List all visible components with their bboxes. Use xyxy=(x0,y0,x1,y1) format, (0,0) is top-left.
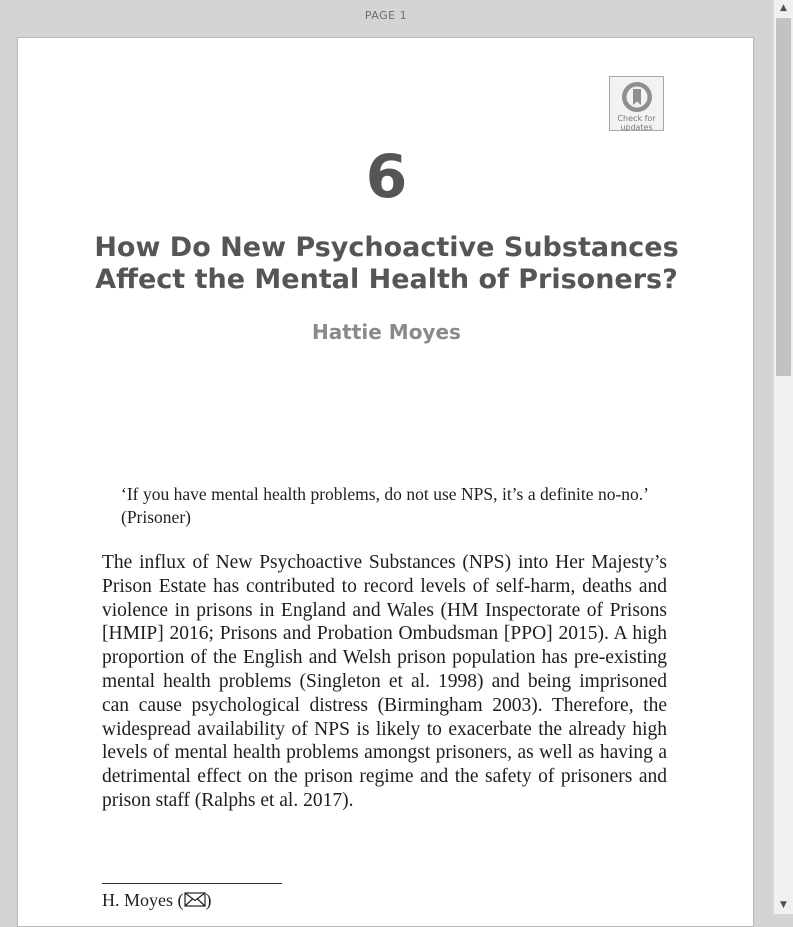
badge-label-line1: Check for xyxy=(617,114,656,123)
scroll-down-arrow-icon[interactable]: ▼ xyxy=(780,900,787,910)
chapter-title-line1: How Do New Psychoactive Substances xyxy=(94,232,679,263)
epigraph: ‘If you have mental health problems, do not use NPS, it’s a definite no-no.’ (Prisoner) xyxy=(121,484,649,527)
chapter-title-line2: Affect the Mental Health of Prisoners? xyxy=(95,264,678,295)
footnote-divider xyxy=(102,883,282,884)
envelope-icon[interactable] xyxy=(184,892,206,907)
footnote-paren-close: ) xyxy=(205,890,212,910)
scroll-thumb[interactable] xyxy=(776,18,791,376)
footnote-paren-open: ( xyxy=(177,890,184,910)
check-for-updates-icon xyxy=(620,80,654,114)
vertical-scrollbar[interactable] xyxy=(773,0,793,914)
author-footnote xyxy=(102,889,212,911)
chapter-author: Hattie Moyes xyxy=(312,320,461,344)
scroll-up-arrow-icon[interactable]: ▲ xyxy=(780,3,787,13)
body-paragraph: The influx of New Psychoactive Substances (NPS) into Her Majesty’s Prison Estate has contributed to record levels of self-harm, deaths and violence in prisons in England and Wales (HM Inspectorate of Prisons [HMIP] 2016; Prisons and Probation Ombudsman [PPO] 2015). A high proportion of the English and Welsh prison population has pre-existing mental health problems (Singleton et al. 1998) and being imprisoned can cause psychological distress (Birmingham 2003). Therefore, the widespread availability of NPS is likely to exacerbate the already high levels of mental health problems amongst prisoners, as well as having a detrimental effect on the prison regime and the safety of prisoners and prison staff (Ralphs et al. 2017). xyxy=(102,552,667,811)
page-number-label: PAGE 1 xyxy=(364,9,408,22)
badge-label-line2: updates xyxy=(620,123,653,132)
chapter-number: 6 xyxy=(365,142,408,212)
footnote-author: H. Moyes xyxy=(102,890,173,910)
chapter-title xyxy=(18,232,755,296)
document-page xyxy=(17,37,754,927)
check-for-updates-button[interactable] xyxy=(609,76,664,131)
